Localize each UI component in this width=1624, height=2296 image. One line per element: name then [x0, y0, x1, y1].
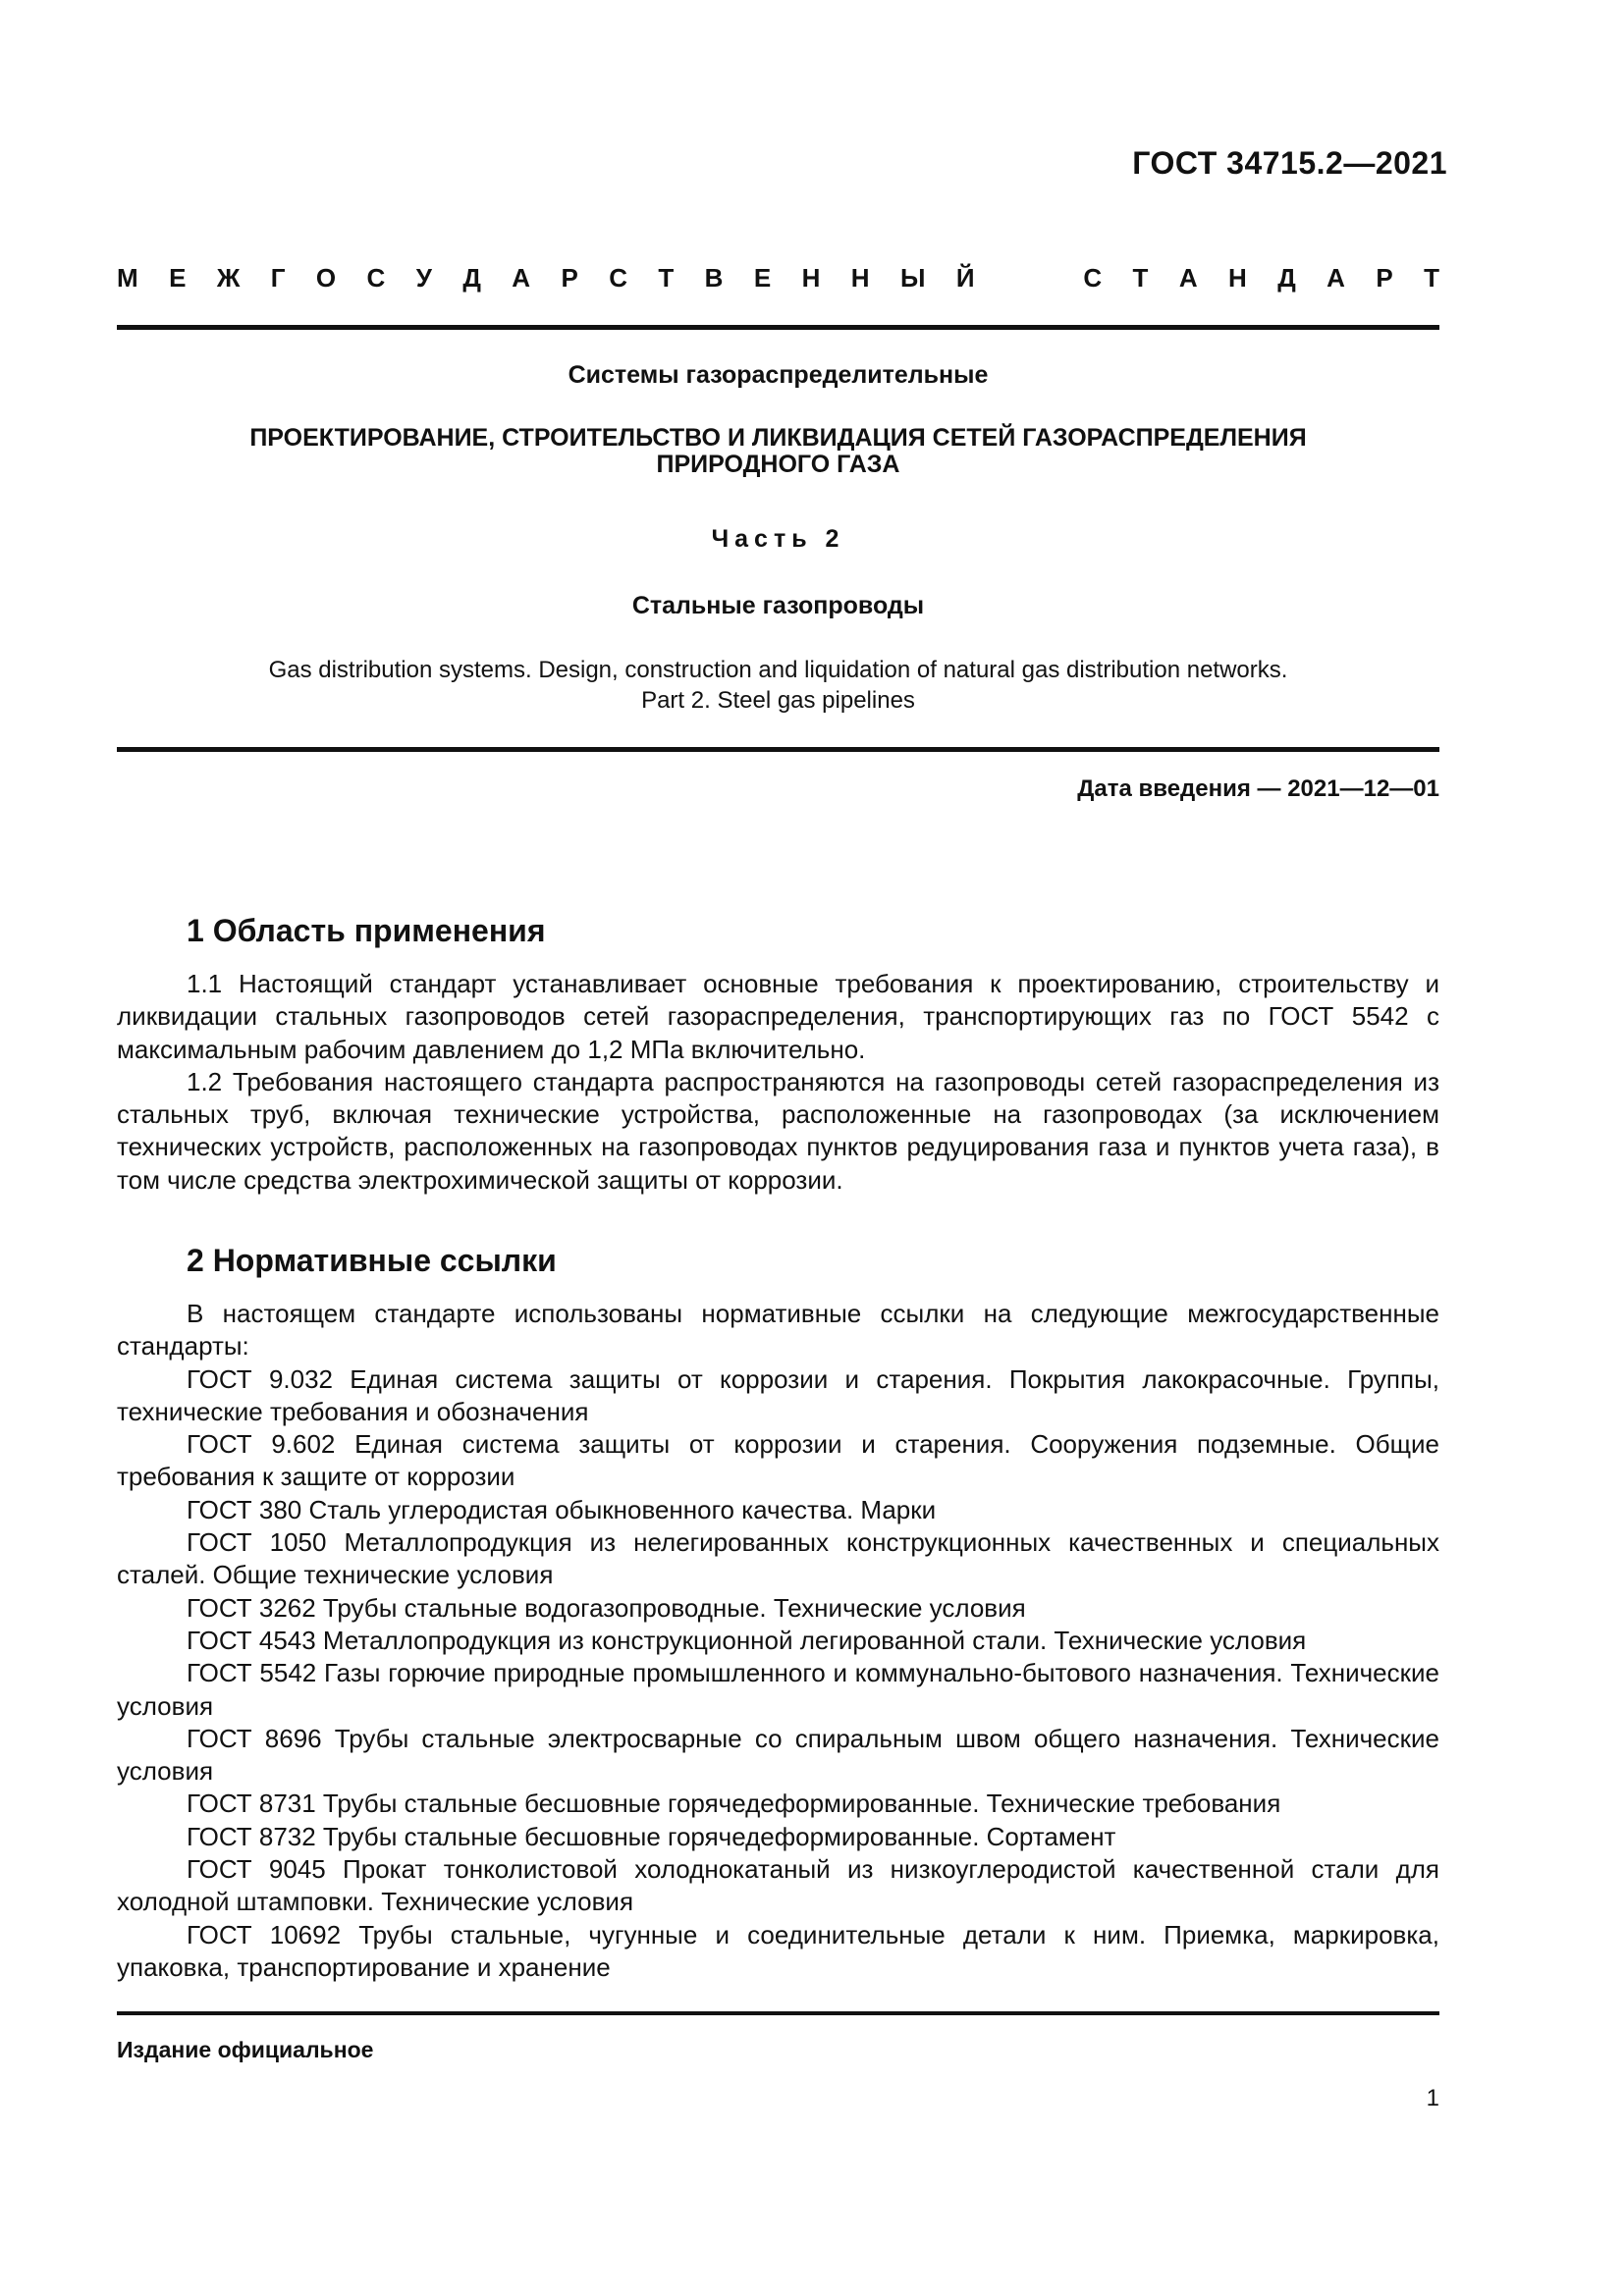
official-edition-label: Издание официальное — [117, 2037, 374, 2062]
header-rule — [117, 325, 1439, 330]
section-heading: 1 Область применения — [187, 913, 546, 948]
standard-kind-letter: С — [366, 263, 386, 293]
standard-kind-letter: Ы — [899, 263, 926, 293]
standard-kind-letter: С — [1083, 263, 1103, 293]
standard-kind-letter: Т — [658, 263, 675, 293]
section-body — [117, 1298, 1439, 1984]
standard-kind-letter: Е — [753, 263, 772, 293]
reference-item: ГОСТ 9.602 Единая система защиты от коррозии и старения. Сооружения подземные. Общие требования к защите от коррозии — [117, 1429, 1439, 1492]
main-title-line: ПРОЕКТИРОВАНИЕ, СТРОИТЕЛЬСТВО И ЛИКВИДАЦИЯ СЕТЕЙ ГАЗОРАСПРЕДЕЛЕНИЯ — [249, 424, 1307, 452]
standard-kind-letter: Г — [270, 263, 286, 293]
main-title — [117, 425, 1439, 478]
word-gap — [1005, 263, 1053, 294]
standard-kind-letter: Н — [1228, 263, 1247, 293]
reference-item: ГОСТ 380 Сталь углеродистая обыкновенного качества. Марки — [187, 1494, 937, 1524]
standard-kind-letter: Н — [801, 263, 821, 293]
standard-kind-letter: Д — [1277, 263, 1296, 293]
reference-item: ГОСТ 1050 Металлопродукция из нелегированных конструкционных качественных и специальных сталей. Общие технические условия — [117, 1527, 1439, 1590]
standard-kind-letter: Д — [462, 263, 481, 293]
standard-kind-letter: Р — [561, 263, 578, 293]
standard-kind-heading — [117, 263, 1439, 294]
system-title: Системы газораспределительные — [568, 361, 989, 389]
standard-kind-letter: Й — [955, 263, 975, 293]
main-title-line: ПРИРОДНОГО ГАЗА — [656, 451, 900, 478]
introduction-date: Дата введения — 2021—12—01 — [1077, 775, 1439, 802]
title-rule — [117, 747, 1439, 752]
reference-item: ГОСТ 10692 Трубы стальные, чугунные и соединительные детали к ним. Приемка, маркировка, упаковка, транспортирование и хранение — [117, 1919, 1439, 1982]
standard-kind-letter: А — [1326, 263, 1345, 293]
reference-item: ГОСТ 8696 Трубы стальные электросварные со спиральным швом общего назначения. Технические условия — [117, 1723, 1439, 1787]
standard-kind-letter: У — [415, 263, 432, 293]
section-body — [117, 968, 1439, 1197]
reference-item: ГОСТ 3262 Трубы стальные водогазопроводные. Технические условия — [187, 1592, 1026, 1623]
part-title: Часть 2 — [711, 525, 845, 553]
reference-item: ГОСТ 5542 Газы горючие природные промышленного и коммунально-бытового назначения. Технические условия — [117, 1658, 1439, 1721]
reference-item: ГОСТ 8732 Трубы стальные бесшовные горячедеформированные. Сортамент — [187, 1821, 1116, 1851]
english-title-line: Part 2. Steel gas pipelines — [641, 687, 915, 714]
english-title-line: Gas distribution systems. Design, construction and liquidation of natural gas distribution networks. — [268, 657, 1288, 683]
paragraph: 1.1 Настоящий стандарт устанавливает основные требования к проектированию, строительству и ликвидации стальных газопроводов сетей газораспределения, транспортирующих газ по ГОСТ 5542 с максимальным рабочим давлением до 1,2 МПа включительно. — [117, 969, 1439, 1064]
standard-kind-letter: А — [512, 263, 531, 293]
standard-kind-letter: Ж — [216, 263, 241, 293]
paragraph: В настоящем стандарте использованы нормативные ссылки на следующие межгосударственные стандарты: — [117, 1299, 1439, 1362]
standard-kind-letter: В — [704, 263, 724, 293]
standard-kind-letter: Р — [1376, 263, 1393, 293]
paragraph: 1.2 Требования настоящего стандарта распространяются на газопроводы сетей газораспределения из стальных труб, включая технические устройства, расположенные на газопроводах (за исключением технических устройств, расположенных на газопроводах пунктов редуцирования газа и пунктов учета газа), в том числе средства электрохимической защиты от коррозии. — [117, 1066, 1439, 1195]
standard-kind-letter: М — [117, 263, 138, 293]
page-number: 1 — [1426, 2085, 1439, 2111]
reference-item: ГОСТ 4543 Металлопродукция из конструкционной легированной стали. Технические условия — [187, 1625, 1307, 1655]
footer-rule — [117, 2011, 1439, 2015]
gost-number: ГОСТ 34715.2—2021 — [1132, 145, 1447, 181]
standard-kind-letter: А — [1178, 263, 1198, 293]
standard-kind-letter: Т — [1424, 263, 1439, 293]
standard-kind-letter: Е — [169, 263, 187, 293]
english-title — [117, 655, 1439, 716]
reference-item: ГОСТ 9045 Прокат тонколистовой холоднокатаный из низкоуглеродистой качественной стали для холодной штамповки. Технические условия — [117, 1854, 1439, 1917]
reference-item: ГОСТ 9.032 Единая система защиты от коррозии и старения. Покрытия лакокрасочные. Группы, технические требования и обозначения — [117, 1363, 1439, 1426]
standard-kind-letter: Н — [850, 263, 870, 293]
reference-item: ГОСТ 8731 Трубы стальные бесшовные горячедеформированные. Технические требования — [187, 1789, 1281, 1819]
standard-kind-letter: О — [315, 263, 337, 293]
section-heading: 2 Нормативные ссылки — [187, 1243, 557, 1278]
subtitle: Стальные газопроводы — [631, 592, 925, 619]
standard-kind-letter: Т — [1132, 263, 1149, 293]
standard-kind-letter: С — [609, 263, 627, 293]
